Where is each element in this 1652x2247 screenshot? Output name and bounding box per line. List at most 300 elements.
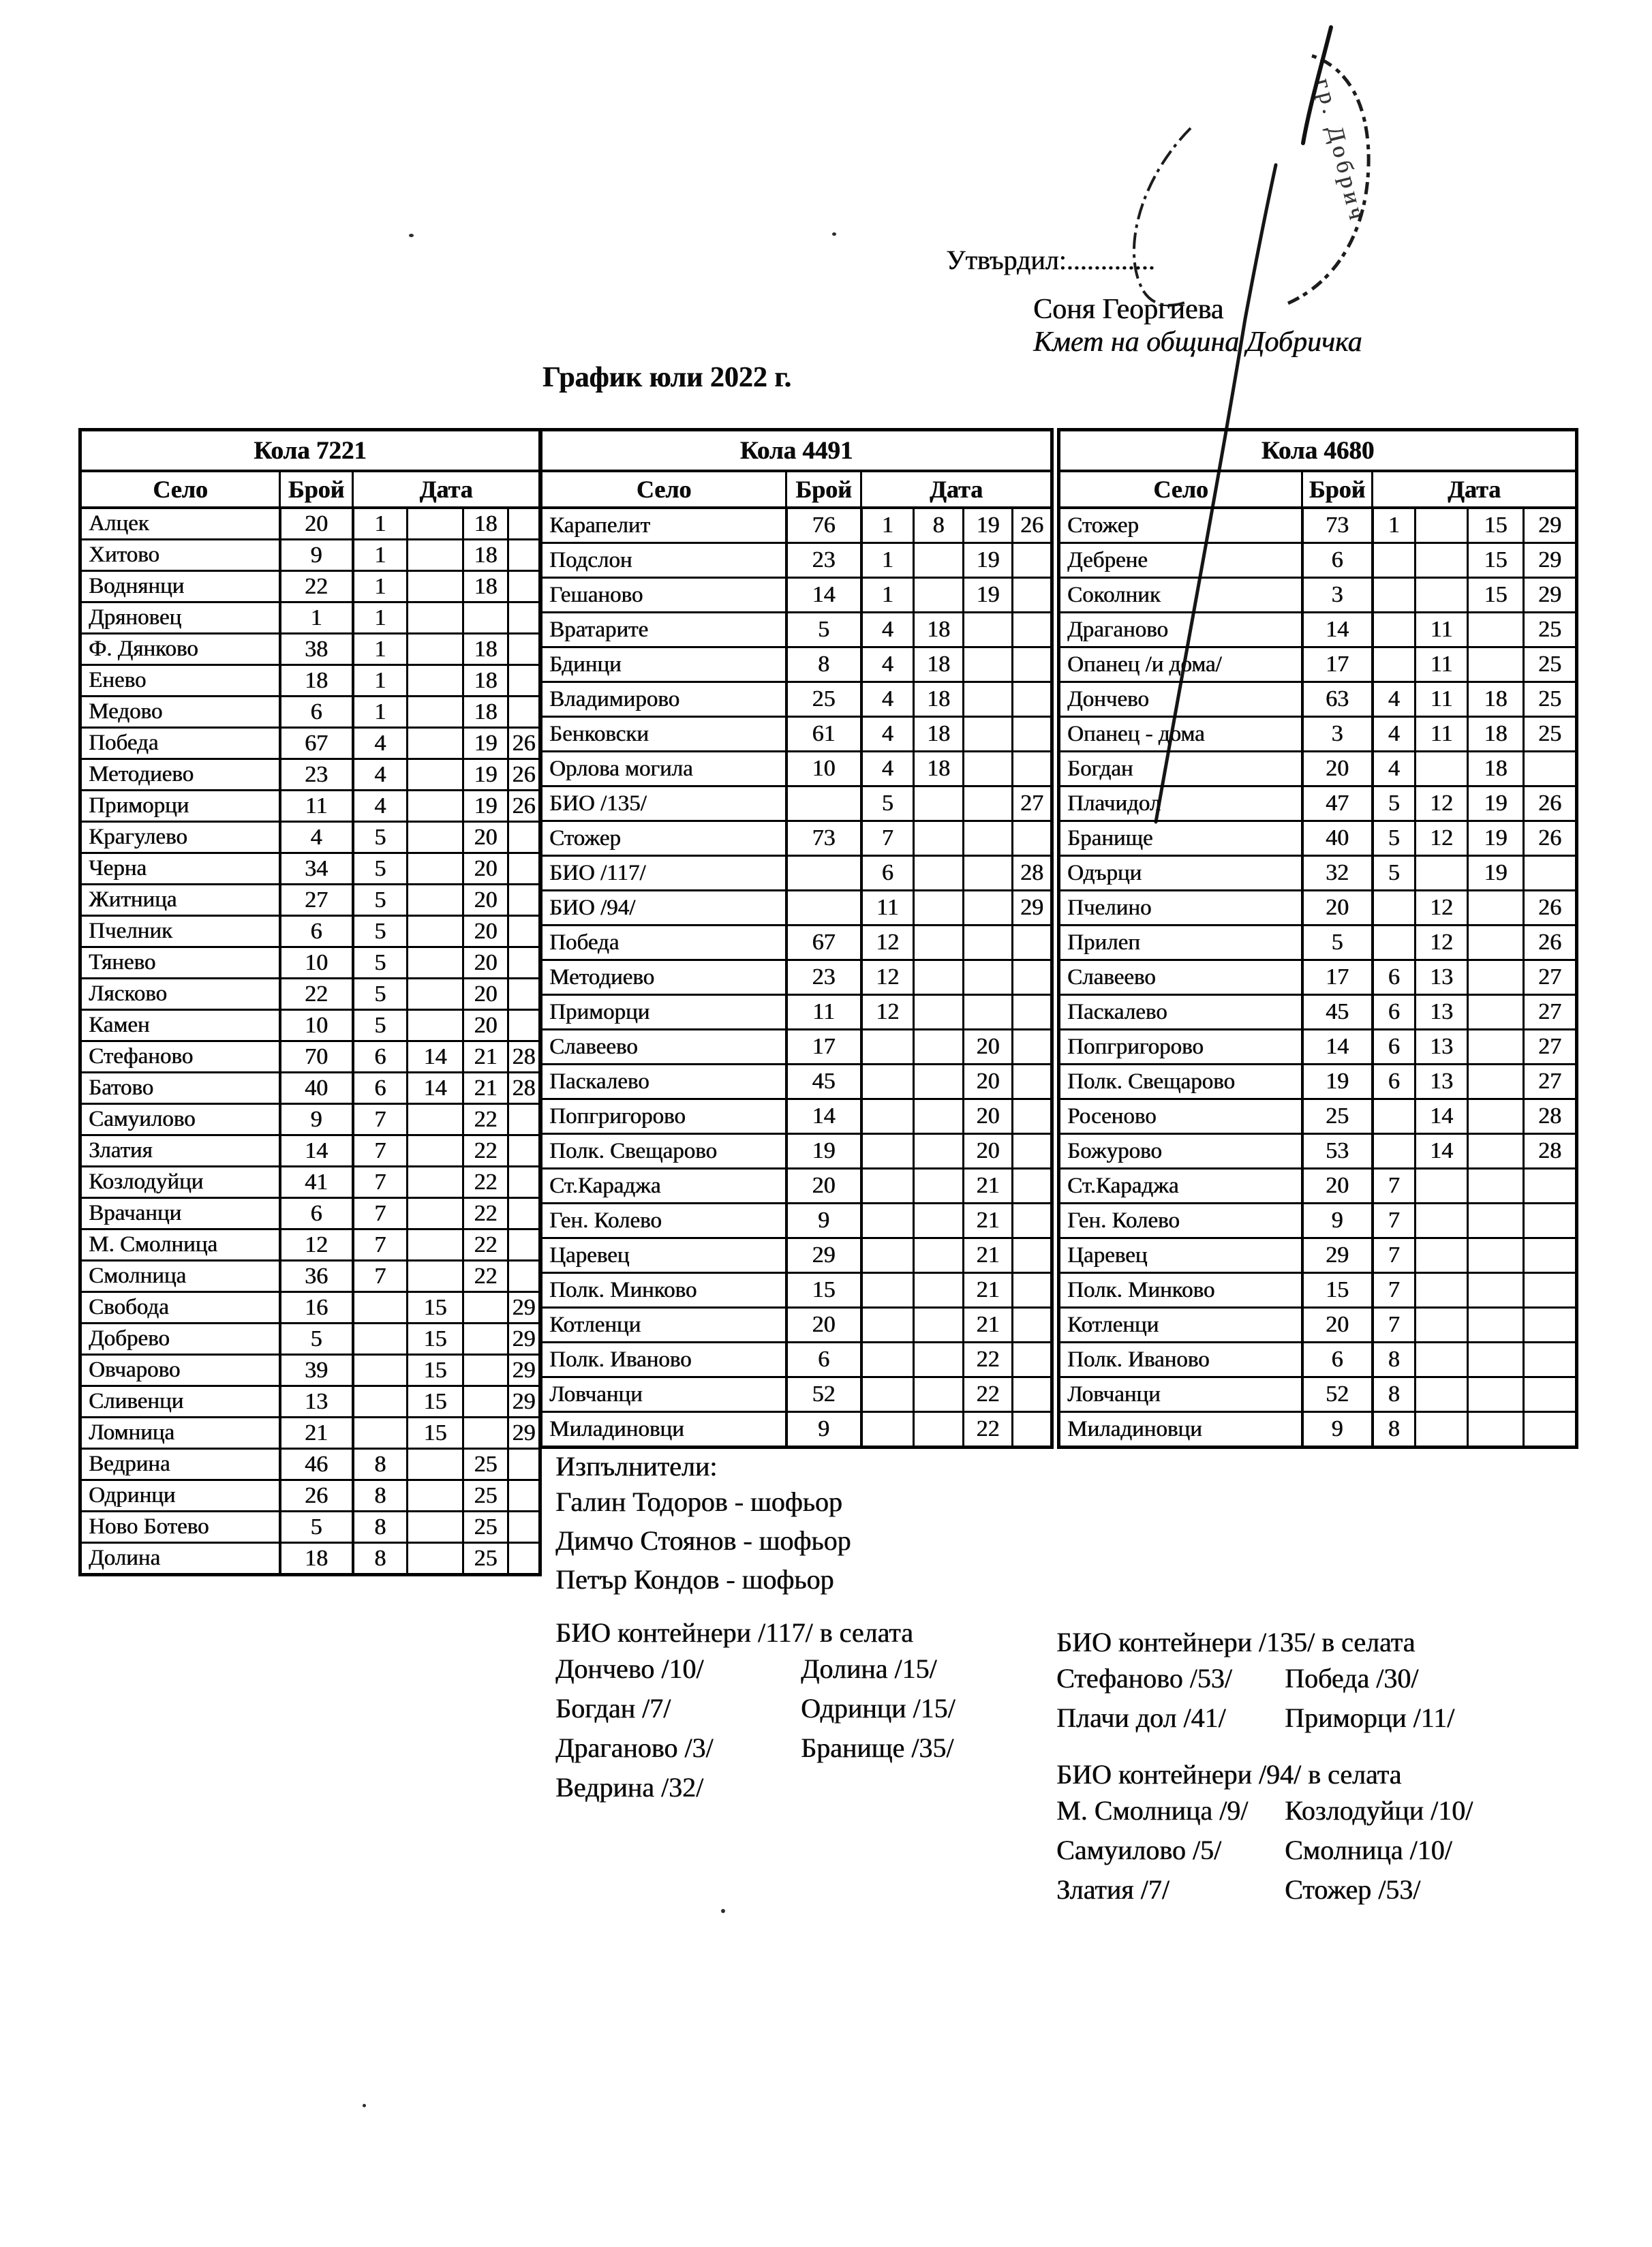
table-row [1059, 543, 1577, 578]
table-cell: Победа /30/ [1285, 1662, 1419, 1694]
table-cell: Ломница [80, 1418, 280, 1449]
table-cell: Попгригорово [1059, 1030, 1302, 1065]
table-cell: Гешаново [541, 578, 786, 613]
table-body [1059, 508, 1577, 1448]
table-cell [964, 613, 1013, 647]
table-cell: 19 [1468, 786, 1524, 821]
table-row [80, 728, 540, 759]
bio-section-135 [1056, 1626, 1454, 1737]
table-cell [914, 960, 964, 995]
table-cell: Лясково [80, 979, 280, 1010]
table-cell: 25 [1524, 682, 1577, 717]
table-cell [861, 1308, 914, 1343]
table-cell: 29 [1524, 543, 1577, 578]
table-cell: Смолница /10/ [1285, 1834, 1452, 1865]
table-cell: Драганово [1059, 613, 1302, 647]
table-cell: Смолница [80, 1261, 280, 1292]
table-cell [1013, 1099, 1052, 1134]
table-cell [914, 856, 964, 891]
table-row [541, 1030, 1052, 1065]
table-row [1059, 1343, 1577, 1377]
table-cell: Полк. Минково [541, 1273, 786, 1308]
table-cell: 21 [964, 1308, 1013, 1343]
table-row [541, 613, 1052, 647]
table-cell: 18 [914, 682, 964, 717]
table-cell [508, 979, 540, 1010]
table-cell: 12 [1416, 891, 1468, 926]
table-cell [508, 1104, 540, 1135]
table-cell: 12 [1416, 821, 1468, 856]
table-cell: 5 [1302, 926, 1373, 960]
table-cell: 25 [463, 1543, 508, 1575]
table-cell [353, 1292, 408, 1324]
table-cell [786, 891, 861, 926]
approver-title: Кмет на община Добричка [1033, 326, 1362, 358]
table-cell: 8 [353, 1449, 408, 1480]
table-cell: 5 [1373, 856, 1416, 891]
table-cell: 5 [353, 822, 408, 853]
stamp-arc-right [1288, 55, 1368, 303]
table-cell: 13 [280, 1386, 353, 1418]
table-cell: 20 [1302, 1169, 1373, 1204]
table-row [80, 979, 540, 1010]
table-cell: Стожер [541, 821, 786, 856]
table-cell [1524, 1238, 1577, 1273]
table-row [555, 1560, 851, 1599]
table-cell: 18 [280, 1543, 353, 1575]
table-row [1059, 995, 1577, 1030]
table-cell [914, 891, 964, 926]
table-cell: 21 [964, 1273, 1013, 1308]
table-cell: Вратарите [541, 613, 786, 647]
table-cell: Богдан [1059, 752, 1302, 786]
table-row [1059, 1065, 1577, 1099]
table-cell [508, 1543, 540, 1575]
table-row [1056, 1698, 1454, 1737]
table-cell [914, 1134, 964, 1169]
table-cell [1373, 891, 1416, 926]
table-cell: 19 [463, 728, 508, 759]
table-cell: 20 [463, 885, 508, 916]
table-cell [964, 821, 1013, 856]
table-cell: 15 [786, 1273, 861, 1308]
table-cell: 22 [463, 1135, 508, 1167]
table-cell: 4 [861, 717, 914, 752]
table-cell: 19 [964, 508, 1013, 543]
scan-speck [363, 2104, 366, 2107]
col-header-date: Дата [353, 471, 540, 508]
table-cell: 20 [786, 1169, 861, 1204]
table-cell [408, 1198, 463, 1229]
table-cell: Дончево /10/ [555, 1653, 704, 1684]
table-row [541, 786, 1052, 821]
table-cell [408, 1543, 463, 1575]
table-row [80, 1261, 540, 1292]
table-row [541, 891, 1052, 926]
table-cell: 29 [786, 1238, 861, 1273]
table-cell: 8 [1373, 1377, 1416, 1412]
table-cell: 5 [353, 853, 408, 885]
table-cell: 9 [280, 540, 353, 571]
table-cell: 20 [463, 947, 508, 979]
table-cell: Овчарово [80, 1355, 280, 1386]
table-cell [1468, 960, 1524, 995]
table-cell: 18 [914, 717, 964, 752]
bio-list [1056, 1658, 1454, 1737]
table-row [80, 1073, 540, 1104]
table-cell [508, 822, 540, 853]
bio-section-94 [1056, 1758, 1473, 1909]
table-cell [1524, 856, 1577, 891]
table-cell: 6 [1302, 1343, 1373, 1377]
table-cell: 18 [463, 634, 508, 665]
table-cell: Самуилово [80, 1104, 280, 1135]
table-cell: 18 [914, 647, 964, 682]
table-cell: 9 [786, 1204, 861, 1238]
table-cell [508, 1449, 540, 1480]
table-cell: 5 [353, 885, 408, 916]
table-cell: 4 [861, 613, 914, 647]
table-cell [1468, 1377, 1524, 1412]
table-row [80, 1355, 540, 1386]
table-row [541, 543, 1052, 578]
table-cell [1524, 1273, 1577, 1308]
table-cell: 28 [1013, 856, 1052, 891]
table-cell [1468, 1030, 1524, 1065]
table-title-row [1059, 430, 1577, 472]
table-cell: 29 [508, 1418, 540, 1449]
table-row [80, 1480, 540, 1512]
table-cell: Опанец /и дома/ [1059, 647, 1302, 682]
table-cell: 13 [1416, 1030, 1468, 1065]
table-cell [1373, 613, 1416, 647]
table-cell: 12 [280, 1229, 353, 1261]
table-row [1059, 786, 1577, 821]
table-cell [408, 1261, 463, 1292]
table-cell: 46 [280, 1449, 353, 1480]
table-cell [964, 647, 1013, 682]
table-cell [1468, 1065, 1524, 1099]
table-cell: 26 [1524, 891, 1577, 926]
table-cell: Врачанци [80, 1198, 280, 1229]
schedule-table-kola-4680 [1057, 428, 1578, 1449]
table-cell: 6 [280, 916, 353, 947]
table-cell: Ст.Караджа [541, 1169, 786, 1204]
table-cell: Дряновец [80, 602, 280, 634]
col-header-count: Брой [786, 471, 861, 508]
table-cell: 18 [463, 540, 508, 571]
table-cell: М. Смолница [80, 1229, 280, 1261]
table-cell: 20 [964, 1065, 1013, 1099]
table-cell: 6 [1373, 1065, 1416, 1099]
table-cell: БИО /135/ [541, 786, 786, 821]
table-cell: Миладиновци [541, 1412, 786, 1448]
table-cell [964, 717, 1013, 752]
table-cell [1416, 1308, 1468, 1343]
table-cell: 14 [408, 1073, 463, 1104]
table-cell: Свобода [80, 1292, 280, 1324]
table-cell: 12 [861, 960, 914, 995]
table-cell [408, 979, 463, 1010]
table-cell [408, 1229, 463, 1261]
table-cell: Прилеп [1059, 926, 1302, 960]
table-cell: Паскалево [1059, 995, 1302, 1030]
table-row [1059, 891, 1577, 926]
table-cell: 6 [1302, 543, 1373, 578]
table-cell: 21 [280, 1418, 353, 1449]
table-cell [1013, 1169, 1052, 1204]
table-cell: 22 [463, 1261, 508, 1292]
table-cell [1468, 891, 1524, 926]
table-row [541, 926, 1052, 960]
table-cell: 15 [408, 1324, 463, 1355]
table-row [541, 752, 1052, 786]
table-cell: Енево [80, 665, 280, 697]
table-row [80, 1041, 540, 1073]
table-cell: 18 [1468, 682, 1524, 717]
table-cell: 7 [1373, 1204, 1416, 1238]
table-cell [408, 759, 463, 791]
table-cell: 14 [1416, 1099, 1468, 1134]
table-cell [508, 634, 540, 665]
table-cell: 9 [280, 1104, 353, 1135]
table-cell: 21 [463, 1073, 508, 1104]
table-cell: 11 [861, 891, 914, 926]
table-cell: 22 [280, 979, 353, 1010]
table-cell: 22 [964, 1412, 1013, 1448]
table-row [80, 634, 540, 665]
table-cell: 47 [1302, 786, 1373, 821]
table-row [80, 791, 540, 822]
signature-flourish [1303, 27, 1331, 143]
table-cell: Долина /15/ [801, 1653, 937, 1684]
table-cell: Котленци [1059, 1308, 1302, 1343]
table-row [1059, 821, 1577, 856]
table-cell: 36 [280, 1261, 353, 1292]
table-cell: Одринци /15/ [801, 1692, 955, 1724]
col-header-count: Брой [280, 471, 353, 508]
table-cell [1013, 1065, 1052, 1099]
table-cell [1373, 647, 1416, 682]
table-cell [1013, 1238, 1052, 1273]
table-cell: 20 [463, 916, 508, 947]
col-header-village: Село [1059, 471, 1302, 508]
table-cell: 73 [1302, 508, 1373, 543]
table-cell: Стожер [1059, 508, 1302, 543]
col-header-count: Брой [1302, 471, 1373, 508]
table-row [80, 1324, 540, 1355]
table-row [1059, 1273, 1577, 1308]
table-cell: 25 [1524, 613, 1577, 647]
table-cell: Полк. Минково [1059, 1273, 1302, 1308]
table-cell: 32 [1302, 856, 1373, 891]
table-cell [914, 926, 964, 960]
table-cell: Галин Тодоров - шофьор [555, 1486, 842, 1517]
table-cell [1524, 1343, 1577, 1377]
table-cell [1013, 1343, 1052, 1377]
table-cell [964, 995, 1013, 1030]
table-cell: Росеново [1059, 1099, 1302, 1134]
table-cell: Приморци [80, 791, 280, 822]
table-cell [1013, 1377, 1052, 1412]
table-row [541, 1273, 1052, 1308]
table-cell: 25 [463, 1480, 508, 1512]
col-header-village: Село [80, 471, 280, 508]
table-row [541, 647, 1052, 682]
table-cell [408, 571, 463, 602]
col-header-village: Село [541, 471, 786, 508]
table-cell [1468, 926, 1524, 960]
table-cell: Ст.Караджа [1059, 1169, 1302, 1204]
table-cell: 18 [463, 665, 508, 697]
table-cell [861, 1134, 914, 1169]
table-row [541, 856, 1052, 891]
table-cell: 11 [786, 995, 861, 1030]
table-cell [786, 856, 861, 891]
table-cell: 28 [1524, 1099, 1577, 1134]
table-row [1059, 1308, 1577, 1343]
table-row [541, 682, 1052, 717]
table-row [80, 697, 540, 728]
table-cell: Козлодуйци /10/ [1285, 1794, 1473, 1826]
table-cell: Златия /7/ [1056, 1874, 1169, 1905]
table-cell: Алцек [80, 508, 280, 540]
table-cell: 4 [861, 752, 914, 786]
table-cell [1013, 613, 1052, 647]
table-cell: 23 [786, 543, 861, 578]
table-cell: 4 [353, 759, 408, 791]
table-header-row [80, 471, 540, 508]
table-row [80, 1229, 540, 1261]
table-row [541, 578, 1052, 613]
table-cell [1013, 578, 1052, 613]
table-row [1059, 1412, 1577, 1448]
table-cell [964, 960, 1013, 995]
table-cell: 1 [280, 602, 353, 634]
table-row [555, 1767, 955, 1807]
table-cell: 8 [353, 1543, 408, 1575]
table-cell [408, 1512, 463, 1543]
table-cell [408, 822, 463, 853]
table-row [1059, 856, 1577, 891]
table-row [80, 1543, 540, 1575]
table-cell [914, 1238, 964, 1273]
table-cell: 9 [1302, 1204, 1373, 1238]
table-row [80, 853, 540, 885]
table-cell: 1 [861, 578, 914, 613]
table-cell: Бранище /35/ [801, 1732, 954, 1763]
table-cell [1468, 1308, 1524, 1343]
table-cell [1013, 682, 1052, 717]
table-cell: 4 [280, 822, 353, 853]
table-cell [1416, 1377, 1468, 1412]
table-cell: 11 [1416, 717, 1468, 752]
table-cell [1416, 1204, 1468, 1238]
table-cell: 40 [280, 1073, 353, 1104]
table-cell [408, 1104, 463, 1135]
table-cell [1468, 1343, 1524, 1377]
table-cell: Козлодуйци [80, 1167, 280, 1198]
table-cell: 10 [280, 1010, 353, 1041]
table-cell: 25 [1302, 1099, 1373, 1134]
table-row [555, 1649, 955, 1688]
table-cell [508, 1512, 540, 1543]
table-cell [964, 891, 1013, 926]
table-cell: 4 [1373, 717, 1416, 752]
table-cell [914, 543, 964, 578]
table-cell: 6 [280, 1198, 353, 1229]
table-cell [1468, 1204, 1524, 1238]
table-cell [1013, 1412, 1052, 1448]
table-cell [861, 1343, 914, 1377]
table-cell [1373, 1134, 1416, 1169]
table-cell: 9 [786, 1412, 861, 1448]
table-cell: 20 [463, 853, 508, 885]
table-cell [408, 1135, 463, 1167]
table-cell [1416, 752, 1468, 786]
table-cell [508, 853, 540, 885]
table-cell: 12 [1416, 926, 1468, 960]
table-row [541, 1134, 1052, 1169]
table-cell: Приморци [541, 995, 786, 1030]
table-cell [914, 1343, 964, 1377]
table-cell: 5 [353, 947, 408, 979]
table-header-row [541, 471, 1052, 508]
table-cell [1524, 1412, 1577, 1448]
table-row [555, 1728, 955, 1767]
table-cell [408, 602, 463, 634]
table-cell: 15 [1468, 543, 1524, 578]
table-cell: 73 [786, 821, 861, 856]
table-cell: 26 [1524, 821, 1577, 856]
table-cell: Славеево [1059, 960, 1302, 995]
table-row [1056, 1658, 1454, 1698]
table-cell: 7 [353, 1198, 408, 1229]
table-cell: Методиево [80, 759, 280, 791]
table-cell [1013, 926, 1052, 960]
table-row [541, 1308, 1052, 1343]
table-cell: Полк. Иваново [541, 1343, 786, 1377]
table-cell [1468, 1238, 1524, 1273]
table-cell: 6 [1373, 995, 1416, 1030]
table-cell: 4 [353, 728, 408, 759]
table-cell: БИО /94/ [541, 891, 786, 926]
table-cell: 7 [861, 821, 914, 856]
table-cell: 11 [1416, 613, 1468, 647]
table-cell [914, 1412, 964, 1448]
table-cell [1468, 995, 1524, 1030]
table-cell: 1 [353, 602, 408, 634]
table-cell: Подслон [541, 543, 786, 578]
table-cell [1013, 1308, 1052, 1343]
table-cell: 20 [1302, 752, 1373, 786]
table-cell: 25 [1524, 647, 1577, 682]
table-cell: 29 [508, 1355, 540, 1386]
table-cell: Бдинци [541, 647, 786, 682]
table-cell: 21 [964, 1238, 1013, 1273]
table-cell [408, 540, 463, 571]
table-cell: 8 [786, 647, 861, 682]
table-cell: 14 [408, 1041, 463, 1073]
table-cell [914, 1204, 964, 1238]
table-cell: 41 [280, 1167, 353, 1198]
table-title-row [541, 430, 1052, 472]
table-cell: 22 [463, 1198, 508, 1229]
table-cell: 17 [786, 1030, 861, 1065]
table-cell [1416, 856, 1468, 891]
table-cell [408, 853, 463, 885]
bio-heading: БИО контейнери /94/ в селата [1056, 1759, 1402, 1790]
